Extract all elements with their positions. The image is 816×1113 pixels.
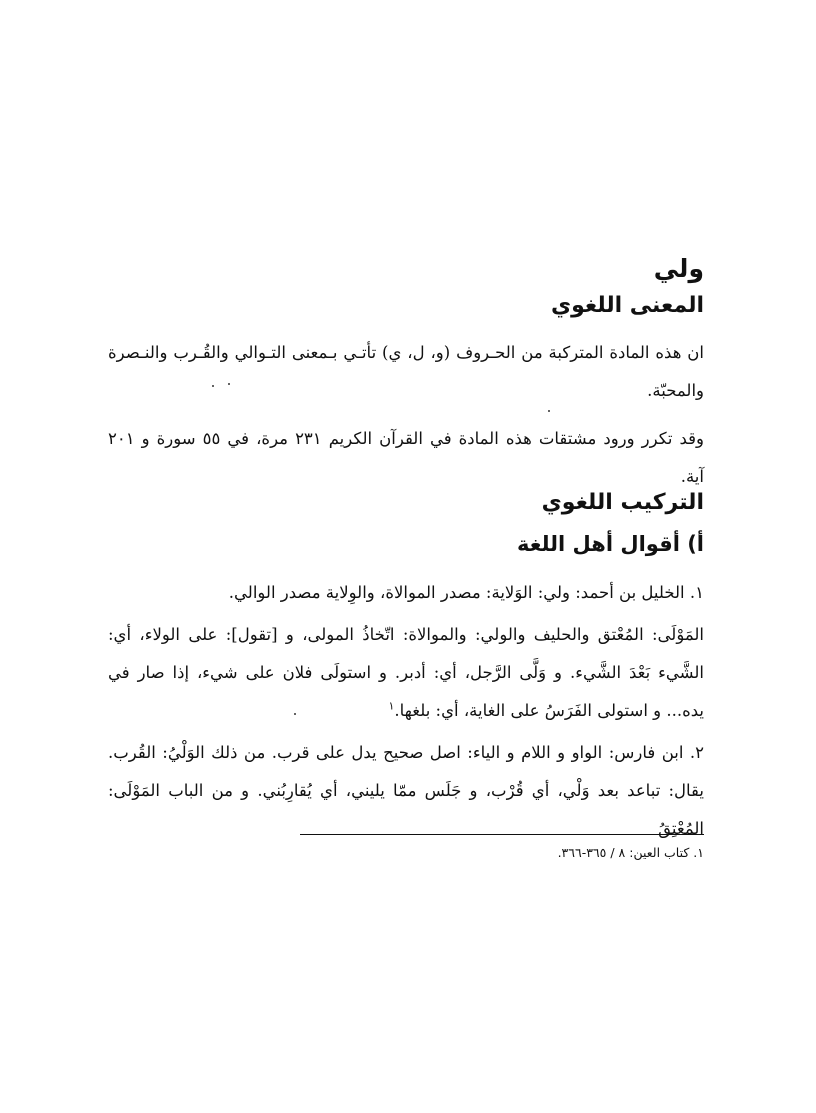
linguistic-structure-heading: التركيب اللغوي xyxy=(541,490,704,515)
quote-khalil-line-1: ١. الخليل بن أحمد: ولي: الوَلاية: مصدر الموالاة، والوِلاية مصدر الوالي. xyxy=(228,583,704,602)
quote-khalil-body xyxy=(108,616,704,730)
print-speck xyxy=(212,385,214,387)
print-speck xyxy=(548,410,550,412)
entry-title: ولي xyxy=(653,254,704,283)
print-speck xyxy=(228,383,230,385)
footnote-reference-mark: ١ xyxy=(388,699,395,713)
lexical-paragraph-1: ان هذه المادة المتركبة من الحـروف (و، ل، ي) تأتـي بـمعنى التـوالي والقُـرب والنـصرة والمحبّة. xyxy=(108,343,704,400)
footnote-text: ١. كتاب العين: ٨ / ٣٦٥-٣٦٦. xyxy=(557,845,704,860)
footnote-divider xyxy=(300,834,704,835)
lexical-paragraph-2: وقد تكرر ورود مشتقات هذه المادة في القرآن الكريم ٢٣١ مرة، في ٥٥ سورة و ٢٠١ آية. xyxy=(108,429,704,486)
lexicographers-sayings-subheading: أ) أقوال أهل اللغة xyxy=(516,532,704,556)
quote-ibn-faris: ٢. ابن فارس: الواو و اللام و الياء: اصل صحيح يدل على قرب. من ذلك الوَلْيُ: القُرب. يقال: تباعد بعد وَلْي، أي قُرْب، و جَلَس ممّا يليني، أي يُقارِبُني. و من الباب المَوْلَى: المُعْتِقُ xyxy=(108,743,704,838)
print-speck xyxy=(294,713,296,715)
quote-khalil-text: المَوْلَى: المُعْتق والحليف والولي: والموالاة: اتّخاذُ المولى، و [تقول]: على الولاء، أي: الشَّيء بَعْدَ الشَّيء. و وَلَّى الرَّجل، أي: أدبر. و استولَى فلان على شيء، إذا صار في يده... و استولى الفَرَسُ على الغاية، أي: بلغها. xyxy=(108,625,704,720)
lexical-meaning-heading: المعنى اللغوي xyxy=(550,293,704,318)
